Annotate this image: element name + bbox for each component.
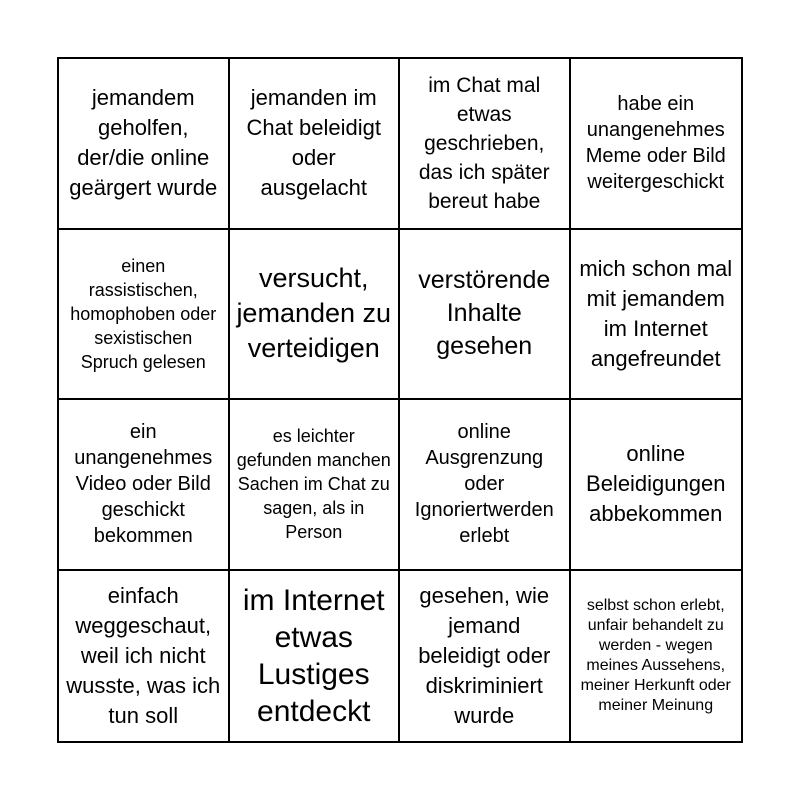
bingo-cell[interactable]	[571, 59, 742, 230]
bingo-cell[interactable]	[230, 571, 401, 742]
bingo-cell-text: habe ein unangenehmes Meme oder Bild weitergeschickt	[585, 93, 726, 194]
bingo-cell[interactable]	[59, 59, 230, 230]
bingo-cell[interactable]	[59, 230, 230, 401]
bingo-cell[interactable]	[230, 230, 401, 401]
bingo-cell[interactable]	[571, 400, 742, 571]
bingo-cell[interactable]	[400, 230, 571, 401]
bingo-cell[interactable]	[230, 59, 401, 230]
bingo-cell-text: einfach weggeschaut, weil ich nicht wusste, was ich tun soll	[66, 582, 221, 728]
bingo-cell[interactable]	[59, 571, 230, 742]
bingo-cell-text: online Ausgrenzung oder Ignoriertwerden erlebt	[414, 421, 554, 548]
bingo-cell-text: selbst schon erlebt, unfair behandelt zu werden - wegen meines Aussehens, meiner Herkunft oder meiner Meinung	[580, 596, 731, 714]
bingo-cell[interactable]	[400, 571, 571, 742]
bingo-cell-text: einen rassistischen, homophoben oder sexistischen Spruch gelesen	[70, 255, 217, 372]
bingo-cell[interactable]	[400, 59, 571, 230]
bingo-cell[interactable]	[59, 400, 230, 571]
bingo-cell-text: im Internet etwas Lustiges entdeckt	[242, 583, 385, 728]
bingo-cell-text: im Chat mal etwas geschrieben, das ich später bereut habe	[418, 73, 550, 213]
bingo-cell-text: jemanden im Chat beleidigt oder ausgelacht	[246, 85, 382, 201]
bingo-cell-text: verstörende Inhalte gesehen	[418, 266, 551, 361]
bingo-board	[57, 57, 743, 743]
bingo-cell-text: online Beleidigungen abbekommen	[586, 441, 726, 527]
bingo-cell[interactable]	[571, 571, 742, 742]
bingo-cell-text: es leichter gefunden manchen Sachen im Chat zu sagen, als in Person	[236, 426, 391, 543]
bingo-cell[interactable]	[230, 400, 401, 571]
bingo-cell-text: gesehen, wie jemand beleidigt oder diskriminiert wurde	[418, 582, 551, 728]
bingo-cell-text: mich schon mal mit jemandem im Internet angefreundet	[579, 255, 733, 371]
bingo-cell-text: ein unangenehmes Video oder Bild geschickt bekommen	[74, 421, 213, 548]
bingo-cell-text: versucht, jemanden zu verteidigen	[236, 263, 392, 364]
bingo-cell-text: jemandem geholfen, der/die online geärgert wurde	[69, 85, 218, 201]
bingo-cell[interactable]	[400, 400, 571, 571]
bingo-cell[interactable]	[571, 230, 742, 401]
